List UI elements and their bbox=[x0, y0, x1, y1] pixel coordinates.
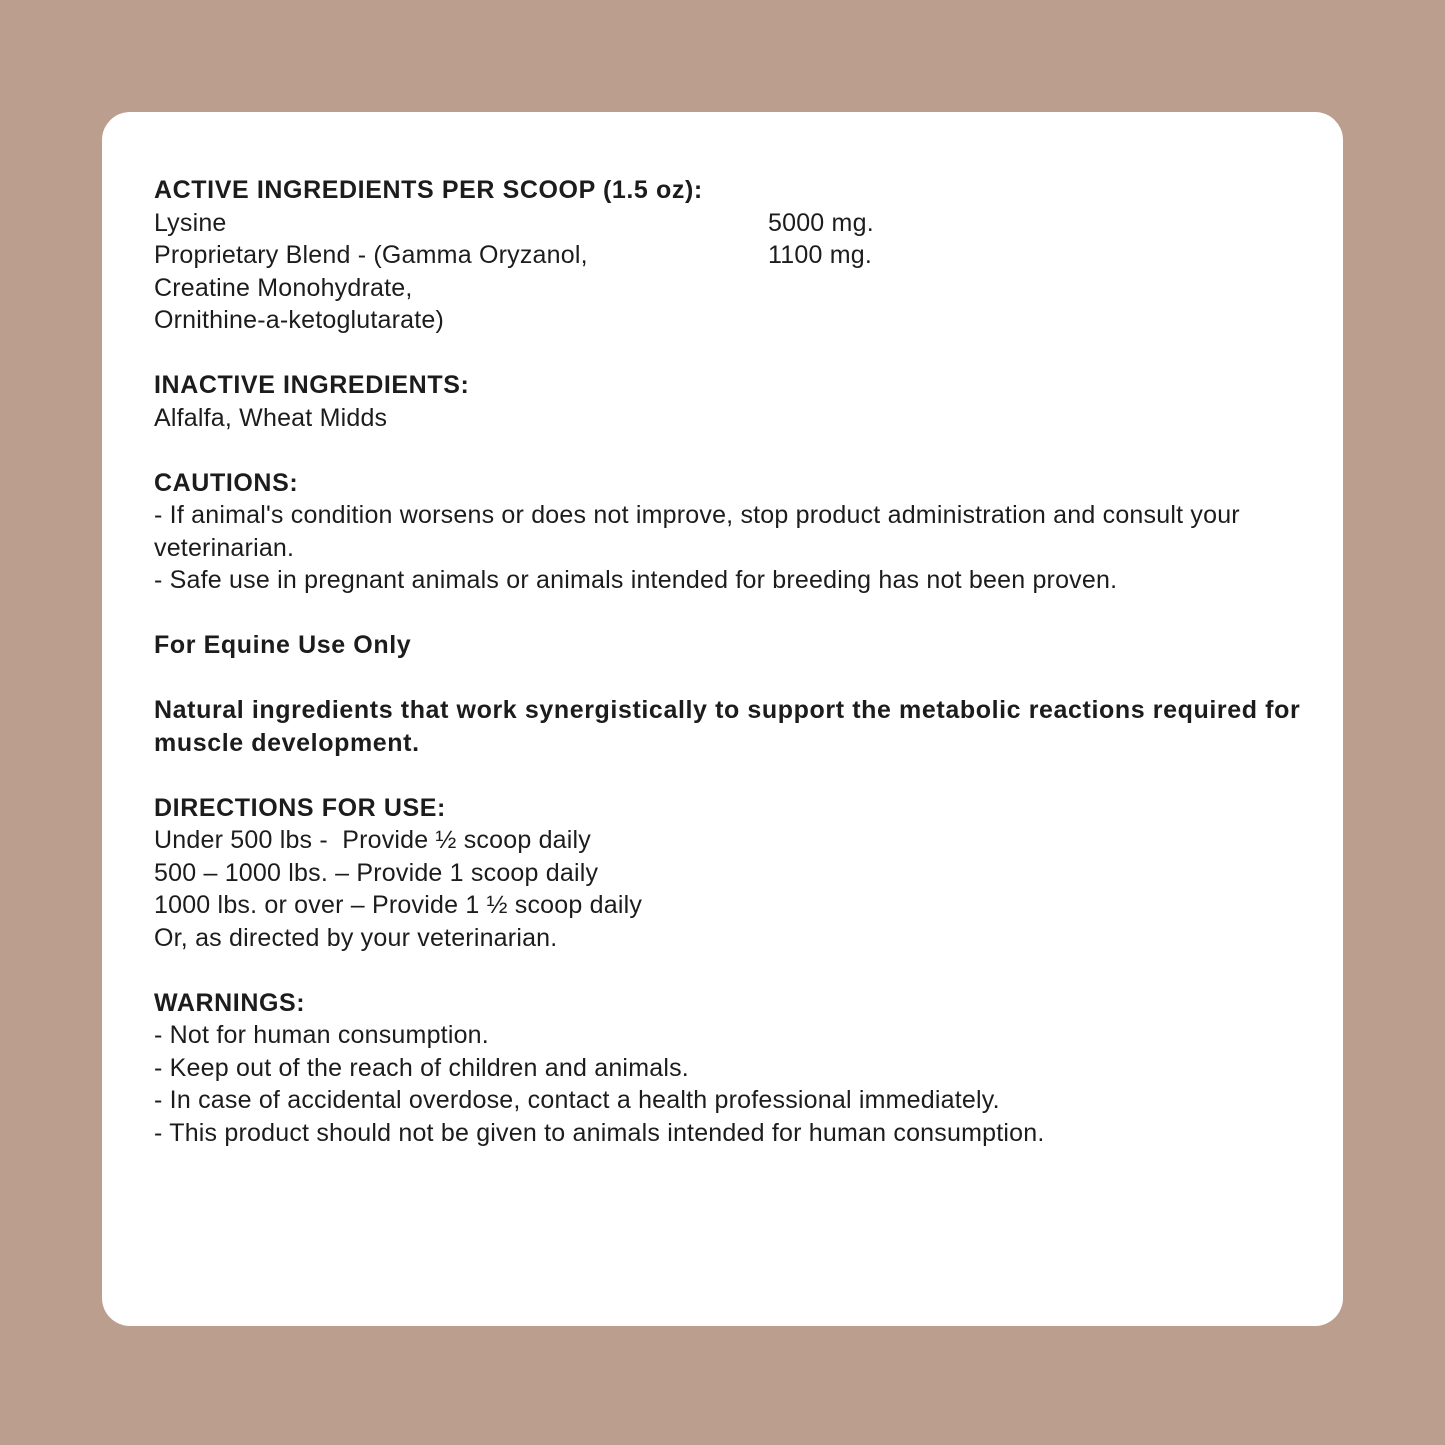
direction-line: Or, as directed by your veterinarian. bbox=[154, 923, 558, 952]
label-content bbox=[154, 174, 1304, 1182]
inactive-ingredients-text: Alfalfa, Wheat Midds bbox=[154, 403, 388, 432]
cautions-section bbox=[154, 467, 1304, 597]
inactive-ingredients-section bbox=[154, 369, 1304, 434]
ingredient-name: Ornithine-a-ketoglutarate) bbox=[154, 306, 445, 334]
directions-heading: DIRECTIONS FOR USE: bbox=[154, 793, 446, 822]
warning-line: - In case of accidental overdose, contact a health professional immediately. bbox=[154, 1086, 1000, 1114]
warning-line: - This product should not be given to animals intended for human consumption. bbox=[154, 1118, 1045, 1147]
cautions-heading: CAUTIONS: bbox=[154, 468, 299, 497]
label-card bbox=[102, 112, 1343, 1326]
caution-line: - Safe use in pregnant animals or animals intended for breeding has not been proven. bbox=[154, 566, 1118, 594]
warnings-heading: WARNINGS: bbox=[154, 988, 306, 1017]
ingredient-row bbox=[154, 272, 1304, 305]
active-ingredients-heading: ACTIVE INGREDIENTS PER SCOOP (1.5 oz): bbox=[154, 176, 703, 204]
ingredient-row bbox=[154, 304, 1304, 337]
ingredient-name: Creatine Monohydrate, bbox=[154, 273, 413, 302]
direction-line: 500 – 1000 lbs. – Provide 1 scoop daily bbox=[154, 858, 599, 887]
inactive-ingredients-heading: INACTIVE INGREDIENTS: bbox=[154, 371, 470, 399]
ingredient-amount: 5000 mg. bbox=[768, 208, 874, 237]
ingredient-row bbox=[154, 239, 1304, 272]
directions-section bbox=[154, 792, 1304, 955]
direction-line: 1000 lbs. or over – Provide 1 ½ scoop daily bbox=[154, 891, 643, 919]
equine-use-text: For Equine Use Only bbox=[154, 631, 412, 659]
warning-line: - Not for human consumption. bbox=[154, 1021, 489, 1049]
ingredient-name: Lysine bbox=[154, 208, 227, 237]
warning-line: - Keep out of the reach of children and animals. bbox=[154, 1053, 689, 1082]
caution-line: - If animal's condition worsens or does not improve, stop product administration and consult your veterinarian. bbox=[154, 501, 1240, 562]
ingredient-amount: 1100 mg. bbox=[768, 241, 872, 269]
tagline: Natural ingredients that work synergistically to support the metabolic reactions required for muscle development. bbox=[154, 696, 1301, 757]
ingredient-row bbox=[154, 207, 1304, 240]
active-ingredients-section bbox=[154, 174, 1304, 337]
warnings-section bbox=[154, 987, 1304, 1150]
direction-line: Under 500 lbs - Provide ½ scoop daily bbox=[154, 826, 591, 854]
ingredient-name: Proprietary Blend - (Gamma Oryzanol, bbox=[154, 241, 588, 269]
